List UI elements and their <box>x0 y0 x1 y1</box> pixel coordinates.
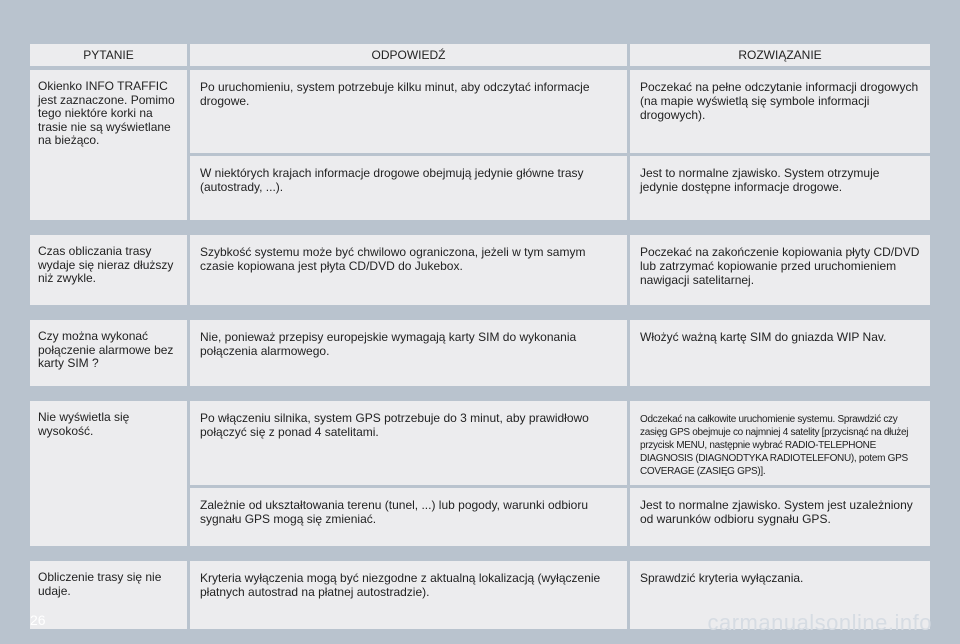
header-question: PYTANIE <box>30 44 187 66</box>
group-rows <box>190 70 930 220</box>
table-row <box>190 401 930 485</box>
table-row <box>190 320 930 386</box>
table-group <box>30 401 930 546</box>
solution-cell: Poczekać na zakończenie kopiowania płyty CD/DVD lub zatrzymać kopiowanie przed uruchomieniem nawigacji satelitarnej. <box>630 235 930 305</box>
question-cell: Nie wyświetla się wysokość. <box>30 401 187 546</box>
table-row <box>190 156 930 220</box>
header-answer: ODPOWIEDŹ <box>190 44 627 66</box>
answer-cell: Szybkość systemu może być chwilowo ograniczona, jeżeli w tym samym czasie kopiowana jest płyta CD/DVD do Jukebox. <box>190 235 627 305</box>
table-group <box>30 235 930 305</box>
question-cell: Czy można wykonać połączenie alarmowe bez karty SIM ? <box>30 320 187 386</box>
answer-cell: Zależnie od ukształtowania terenu (tunel, ...) lub pogody, warunki odbioru sygnału GPS mogą się zmieniać. <box>190 488 627 546</box>
page-number: 26 <box>30 612 46 628</box>
table-row <box>190 70 930 153</box>
answer-cell: Kryteria wyłączenia mogą być niezgodne z aktualną lokalizacją (wyłączenie płatnych autostrad na płatnej autostradzie). <box>190 561 627 629</box>
table-header <box>30 44 930 66</box>
solution-cell: Poczekać na pełne odczytanie informacji drogowych (na mapie wyświetlą się symbole informacji drogowych). <box>630 70 930 153</box>
site-watermark: carmanualsonline.info <box>707 610 932 635</box>
header-solution: ROZWIĄZANIE <box>630 44 930 66</box>
group-rows <box>190 235 930 305</box>
table-group <box>30 70 930 220</box>
table-row <box>190 488 930 546</box>
question-cell: Okienko INFO TRAFFIC jest zaznaczone. Pomimo tego niektóre korki na trasie nie są wyświetlane na bieżąco. <box>30 70 187 220</box>
solution-cell: Odczekać na całkowite uruchomienie systemu. Sprawdzić czy zasięg GPS obejmuje co najmniej 4 satelity [przycisnąć na dłużej przycisk MENU, następnie wybrać RADIO-TELEPHONE DIAGNOSIS (DIAGNODTYKA RADIOTELEFONU), potem GPS COVERAGE (ZASIĘG GPS)]. <box>630 401 930 485</box>
answer-cell: Po włączeniu silnika, system GPS potrzebuje do 3 minut, aby prawidłowo połączyć się z ponad 4 satelitami. <box>190 401 627 485</box>
question-cell: Obliczenie trasy się nie udaje. <box>30 561 187 629</box>
solution-cell: Sprawdzić kryteria wyłączania. <box>630 561 930 629</box>
group-rows <box>190 320 930 386</box>
question-cell: Czas obliczania trasy wydaje się nieraz dłuższy niż zwykle. <box>30 235 187 305</box>
solution-cell: Włożyć ważną kartę SIM do gniazda WIP Nav. <box>630 320 930 386</box>
answer-cell: W niektórych krajach informacje drogowe obejmują jedynie główne trasy (autostrady, ...). <box>190 156 627 220</box>
answer-cell: Po uruchomieniu, system potrzebuje kilku minut, aby odczytać informacje drogowe. <box>190 70 627 153</box>
solution-cell: Jest to normalne zjawisko. System otrzymuje jedynie dostępne informacje drogowe. <box>630 156 930 220</box>
troubleshooting-table <box>30 44 930 644</box>
answer-cell: Nie, ponieważ przepisy europejskie wymagają karty SIM do wykonania połączenia alarmowego. <box>190 320 627 386</box>
group-rows <box>190 401 930 546</box>
table-group <box>30 320 930 386</box>
table-row <box>190 235 930 305</box>
solution-cell: Jest to normalne zjawisko. System jest uzależniony od warunków odbioru sygnału GPS. <box>630 488 930 546</box>
